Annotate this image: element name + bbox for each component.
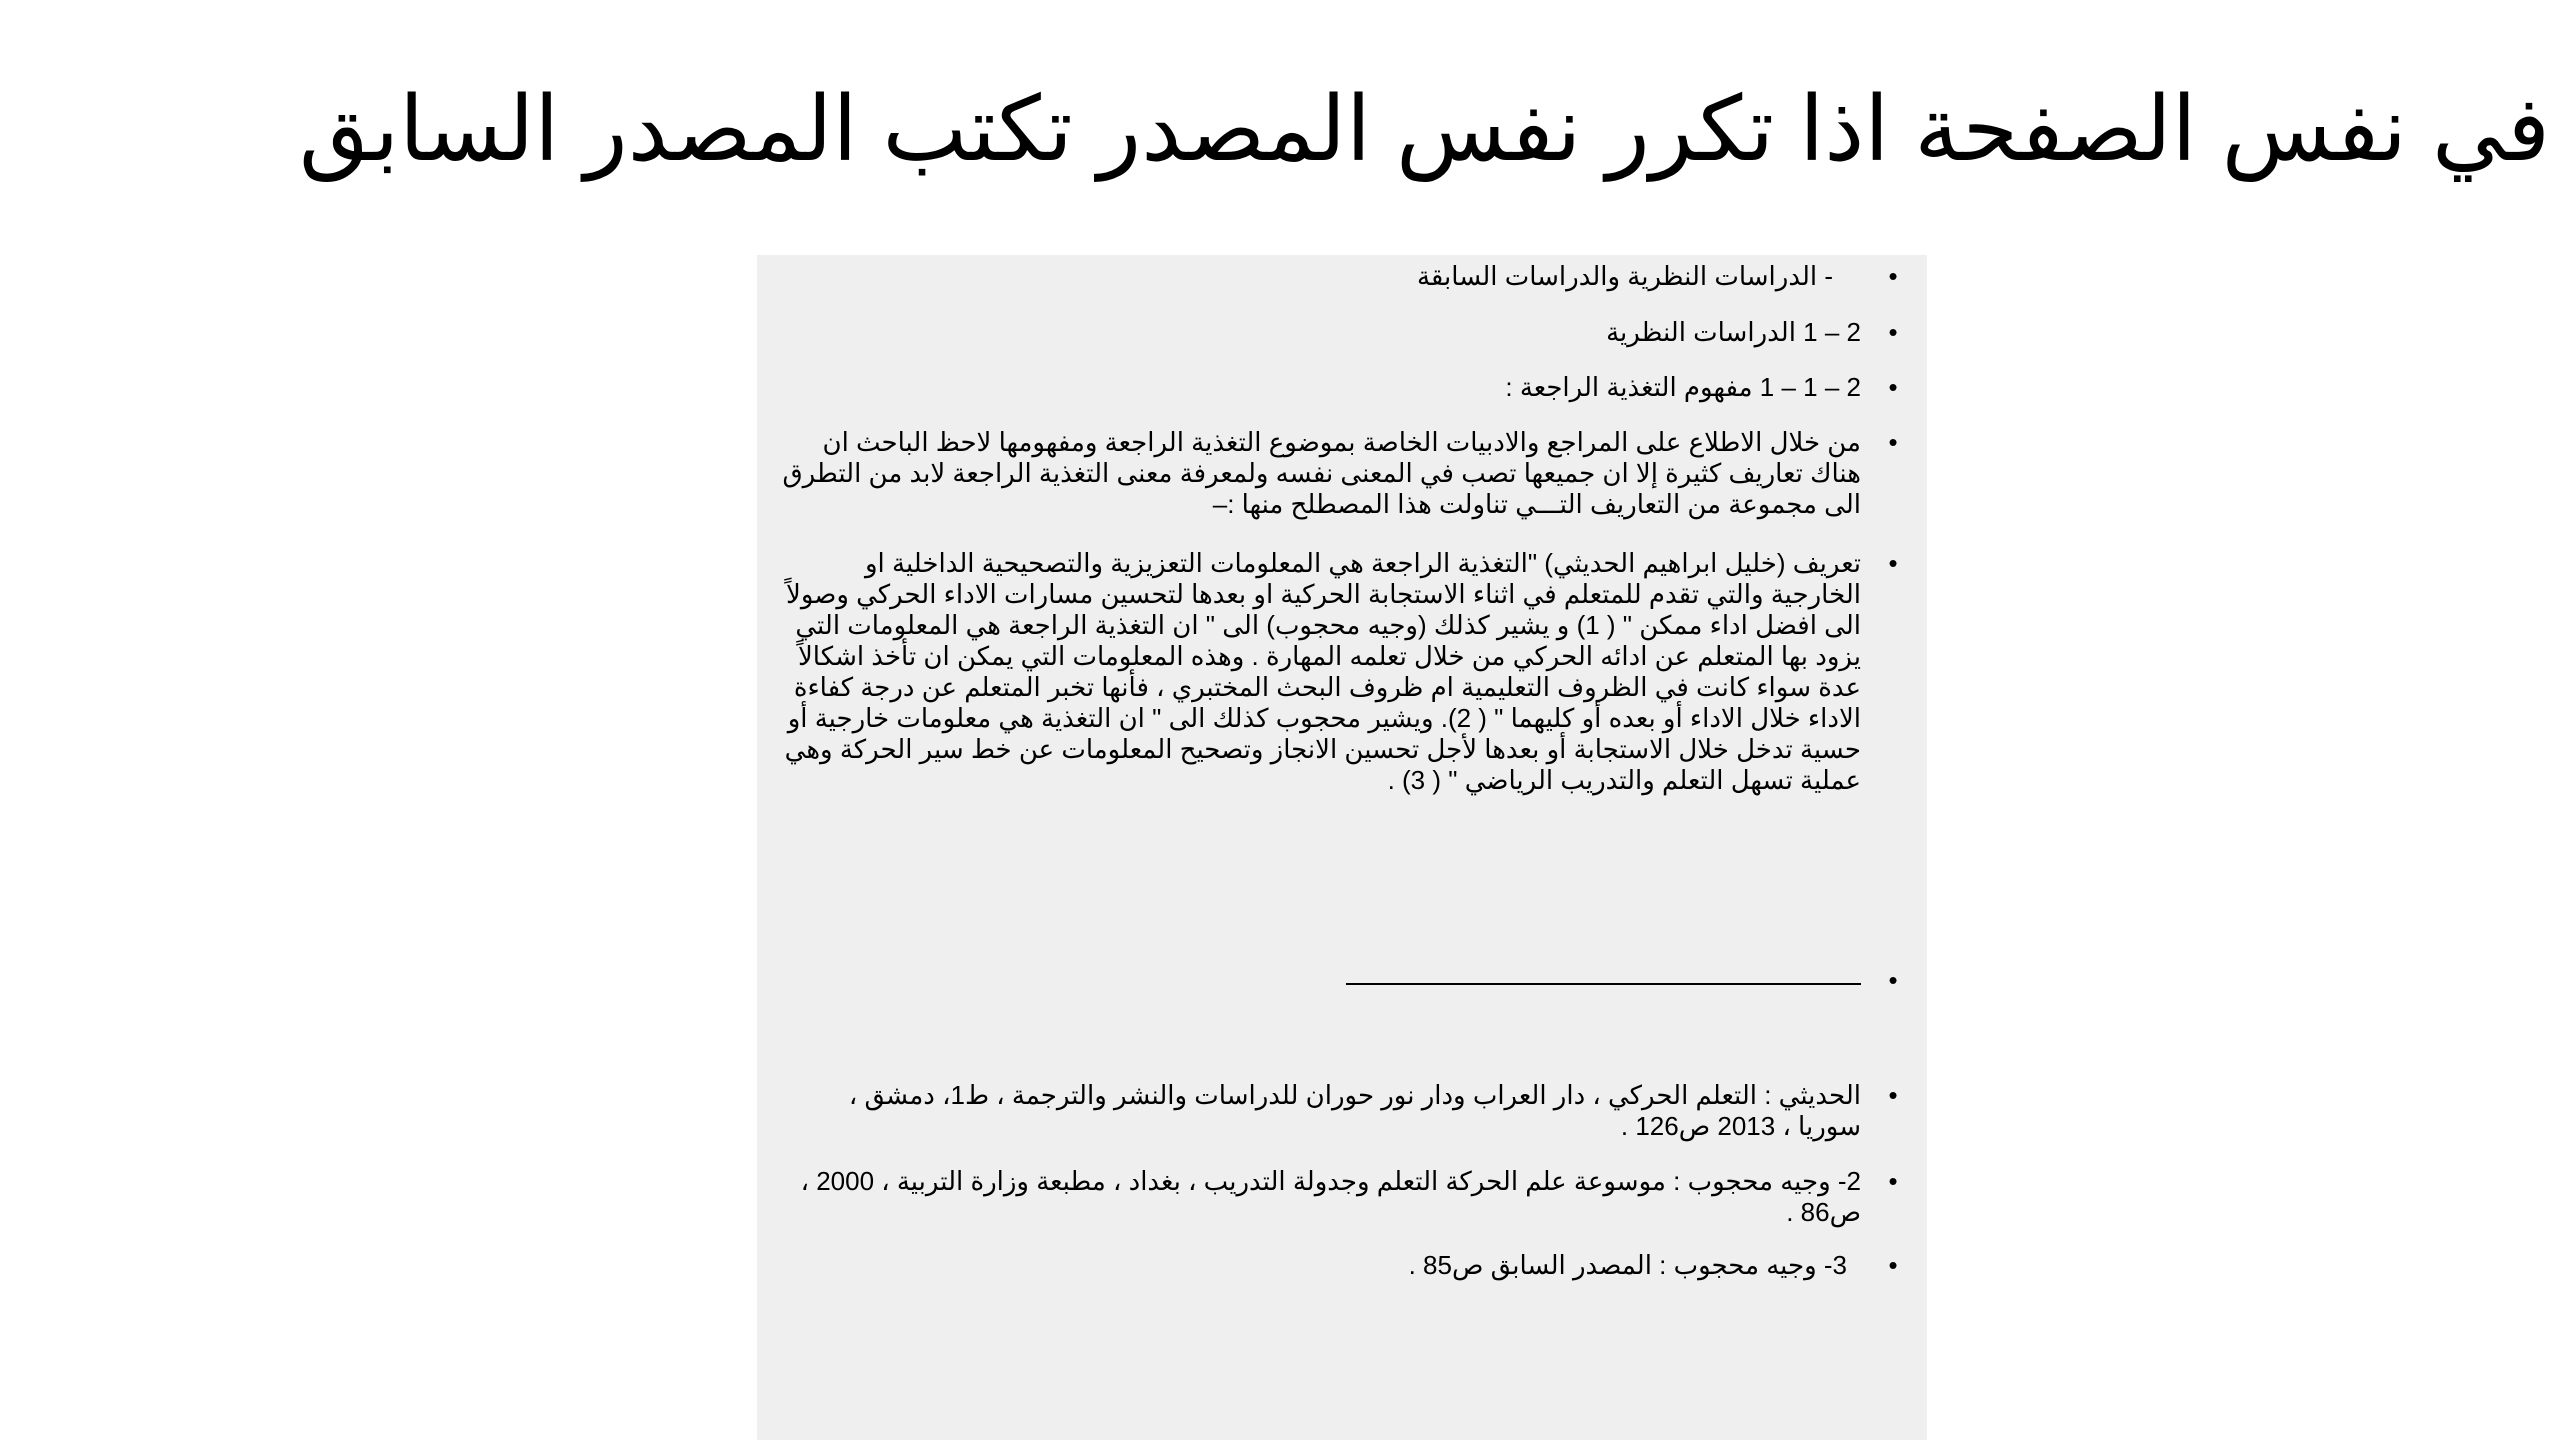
list-item-subsection-heading: [757, 317, 1927, 348]
list-item-text: 2 – 1 – 1 مفهوم التغذية الراجعة :: [1505, 372, 1861, 402]
slide-title: في نفس الصفحة اذا تكرر نفس المصدر تكتب المصدر السابق: [299, 80, 2550, 180]
list-item-text: الحديثي : التعلم الحركي ، دار العراب ودار نور حوران للدراسات والنشر والترجمة ، ط1، دمشق ، سوريا ، 2013 ص126 .: [848, 1080, 1861, 1141]
list-item-text: 2 – 1 الدراسات النظرية: [1606, 317, 1861, 347]
footnote-separator-line: [1346, 965, 1861, 985]
bullet-icon: •: [1888, 548, 1898, 578]
list-item-footnote-1: [757, 1080, 1927, 1142]
list-item-text: - الدراسات النظرية والدراسات السابقة: [1416, 261, 1833, 291]
list-item-concept-heading: [757, 372, 1927, 403]
list-item-footnote-2: [757, 1166, 1927, 1228]
list-item-intro-paragraph: [757, 427, 1927, 520]
bullet-icon: •: [1888, 427, 1898, 457]
bullet-icon: •: [1888, 1166, 1898, 1196]
list-item-footnote-separator: [757, 965, 1927, 995]
list-item-text: من خلال الاطلاع على المراجع والادبيات الخاصة بموضوع التغذية الراجعة ومفهومها لاحظ الباحث ان هناك تعاريف كثيرة إلا ان جميعها تصب في المعنى نفسه ولمعرفة معنى التغذية الراجعة لابد من التطرق الى مجموعة من التعاريف التـــي تناولت هذا المصطلح منها :–: [782, 427, 1861, 519]
list-item-text: 3- وجيه محجوب : المصدر السابق ص85 .: [1408, 1250, 1847, 1280]
bullet-icon: •: [1888, 372, 1898, 402]
list-item-definition-paragraph: [757, 548, 1927, 796]
bullet-icon: •: [1888, 1250, 1898, 1280]
bullet-icon: •: [1888, 261, 1898, 291]
bullet-icon: •: [1888, 1080, 1898, 1110]
list-item-section-heading: [757, 261, 1927, 292]
bullet-icon: •: [1888, 965, 1898, 995]
content-box: [757, 255, 1927, 1440]
list-item-text: 2- وجيه محجوب : موسوعة علم الحركة التعلم وجدولة التدريب ، بغداد ، مطبعة وزارة التربية ، 2000 ، ص86 .: [800, 1166, 1861, 1227]
list-item-footnote-3: [757, 1250, 1927, 1281]
bullet-icon: •: [1888, 317, 1898, 347]
list-item-text: تعريف (خليل ابراهيم الحديثي) "التغذية الراجعة هي المعلومات التعزيزية والتصحيحية الداخلية او الخارجية والتي تقدم للمتعلم في اثناء الاستجابة الحركية او بعدها لتحسين مسارات الاداء الحركي وصولاً الى افضل اداء ممكن " ( 1) و يشير كذلك (وجيه محجوب) الى " ان التغذية الراجعة هي المعلومات التي يزود بها المتعلم عن ادائه الحركي من خلال تعلمه المهارة . وهذه المعلومات التي يمكن ان تأخذ اشكالاً عدة سواء كانت في الظروف التعليمية ام ظروف البحث المختبري ، فأنها تخبر المتعلم عن درجة كفاءة الاداء خلال الاداء أو بعده أو كليهما " ( 2). ويشير محجوب كذلك الى " ان التغذية هي معلومات خارجية أو حسية تدخل خلال الاستجابة أو بعدها لأجل تحسين الانجاز وتصحيح المعلومات عن خط سير الحركة وهي عملية تسهل التعلم والتدريب الرياضي " ( 3) .: [784, 548, 1861, 795]
